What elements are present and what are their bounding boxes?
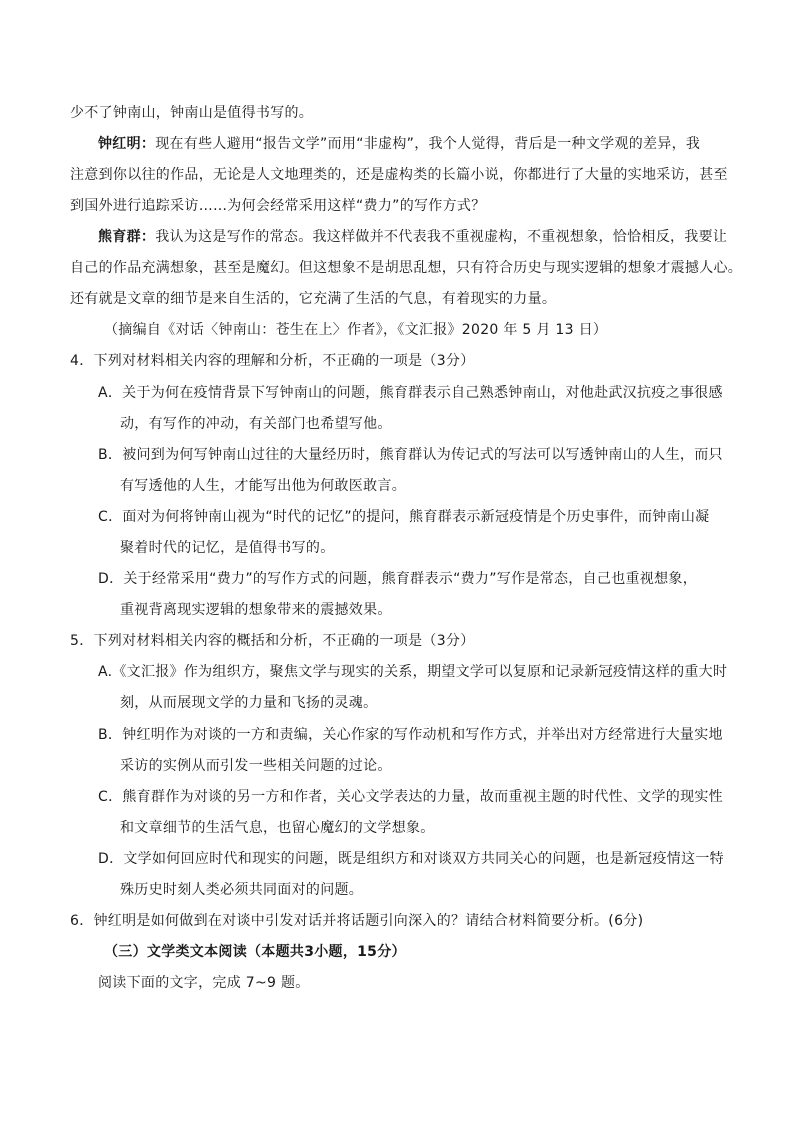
q5-stem: 5．下列对材料相关内容的概括和分析，不正确的一项是（3分） <box>70 633 475 649</box>
q4-option-c-line-2: 聚着时代的记忆，是值得书写的。 <box>120 540 335 556</box>
q5-option-b-line-1: B．钟红明作为对谈的一方和责编，关心作家的写作动机和写作方式，并举出对方经常进行大量实地 <box>98 727 723 743</box>
q6-stem: 6．钟红明是如何做到在对谈中引发对话并将话题引向深入的？请结合材料简要分析。(6分) <box>70 913 644 929</box>
intro-line: 少不了钟南山，钟南山是值得书写的。 <box>70 105 314 121</box>
zhong-question-line-3: 到国外进行追踪采访……为何会经常采用这样“费力”的写作方式？ <box>70 198 486 214</box>
source-citation: （摘编自《对话〈钟南山：苍生在上〉作者》，《文汇报》2020 年 5 月 13 日） <box>104 322 608 338</box>
q4-option-a-line-2: 动，有写作的冲动，有关部门也希望写他。 <box>120 416 392 432</box>
xiong-answer-line-3: 还有就是文章的细节是来自生活的，它充满了生活的气息，有着现实的力量。 <box>70 291 557 307</box>
q4-option-b-line-1: B．被问到为何写钟南山过往的大量经历时，熊育群认为传记式的写法可以写透钟南山的人生，而只 <box>98 447 723 463</box>
xiong-answer-line-1 <box>98 227 727 247</box>
q4-stem: 4．下列对材料相关内容的理解和分析，不正确的一项是（3分） <box>70 353 475 369</box>
q5-option-a-line-1: A.《文汇报》作为组织方，聚焦文学与现实的关系，期望文学可以复原和记录新冠疫情这样的重大时 <box>98 664 728 680</box>
zhong-question-line-1 <box>98 134 700 154</box>
q4-option-d-line-1: D．关于经常采用“费力”的写作方式的问题，熊育群表示“费力”写作是常态，自己也重视想象， <box>98 571 697 587</box>
speaker-zhong: 钟红明： <box>98 136 156 152</box>
section-3-heading: （三）文学类文本阅读（本题共3小题，15分） <box>104 944 406 960</box>
q5-option-c-line-1: C．熊育群作为对谈的另一方和作者，关心文学表达的力量，故而重视主题的时代性、文学的现实性 <box>98 789 723 805</box>
q5-option-d-line-2: 殊历史时刻人类必须共同面对的问题。 <box>120 882 364 898</box>
reading-instruction: 阅读下面的文字，完成 7~9 题。 <box>98 975 310 991</box>
q5-option-a-line-2: 刻，从而展现文学的力量和飞扬的灵魂。 <box>120 695 378 711</box>
q4-option-a-line-1: A．关于为何在疫情背景下写钟南山的问题，熊育群表示自己熟悉钟南山，对他赴武汉抗疫之事很感 <box>98 385 723 401</box>
zhong-question-line-2: 注意到你以往的作品，无论是人文地理类的，还是虚构类的长篇小说，你都进行了大量的实地采访，甚至 <box>70 167 728 183</box>
q5-option-c-line-2: 和文章细节的生活气息，也留心魔幻的文学想象。 <box>120 820 435 836</box>
q4-option-c-line-1: C．面对为何将钟南山视为“时代的记忆”的提问，熊育群表示新冠疫情是个历史事件，而钟南山凝 <box>98 509 710 525</box>
q5-option-b-line-2: 采访的实例从而引发一些相关问题的过论。 <box>120 758 392 774</box>
zhong-question-text-1: 现在有些人避用“报告文学”而用“非虚构”，我个人觉得，背后是一种文学观的差异，我 <box>155 136 701 152</box>
q5-option-d-line-1: D．文学如何回应时代和现实的问题，既是组织方和对谈双方共同关心的问题，也是新冠疫情这一特 <box>98 851 724 867</box>
xiong-answer-text-1: 我认为这是写作的常态。我这样做并不代表我不重视虚构，不重视想象，恰恰相反，我要让 <box>155 229 728 245</box>
q4-option-d-line-2: 重视背离现实逻辑的想象带来的震撼效果。 <box>120 602 392 618</box>
q4-option-b-line-2: 有写透他的人生，才能写出他为何敢医敢言。 <box>120 478 406 494</box>
speaker-xiong: 熊育群： <box>98 229 156 245</box>
xiong-answer-line-2: 自己的作品充满想象，甚至是魔幻。但这想象不是胡思乱想，只有符合历史与现实逻辑的想象才震撼人心。 <box>70 260 743 276</box>
